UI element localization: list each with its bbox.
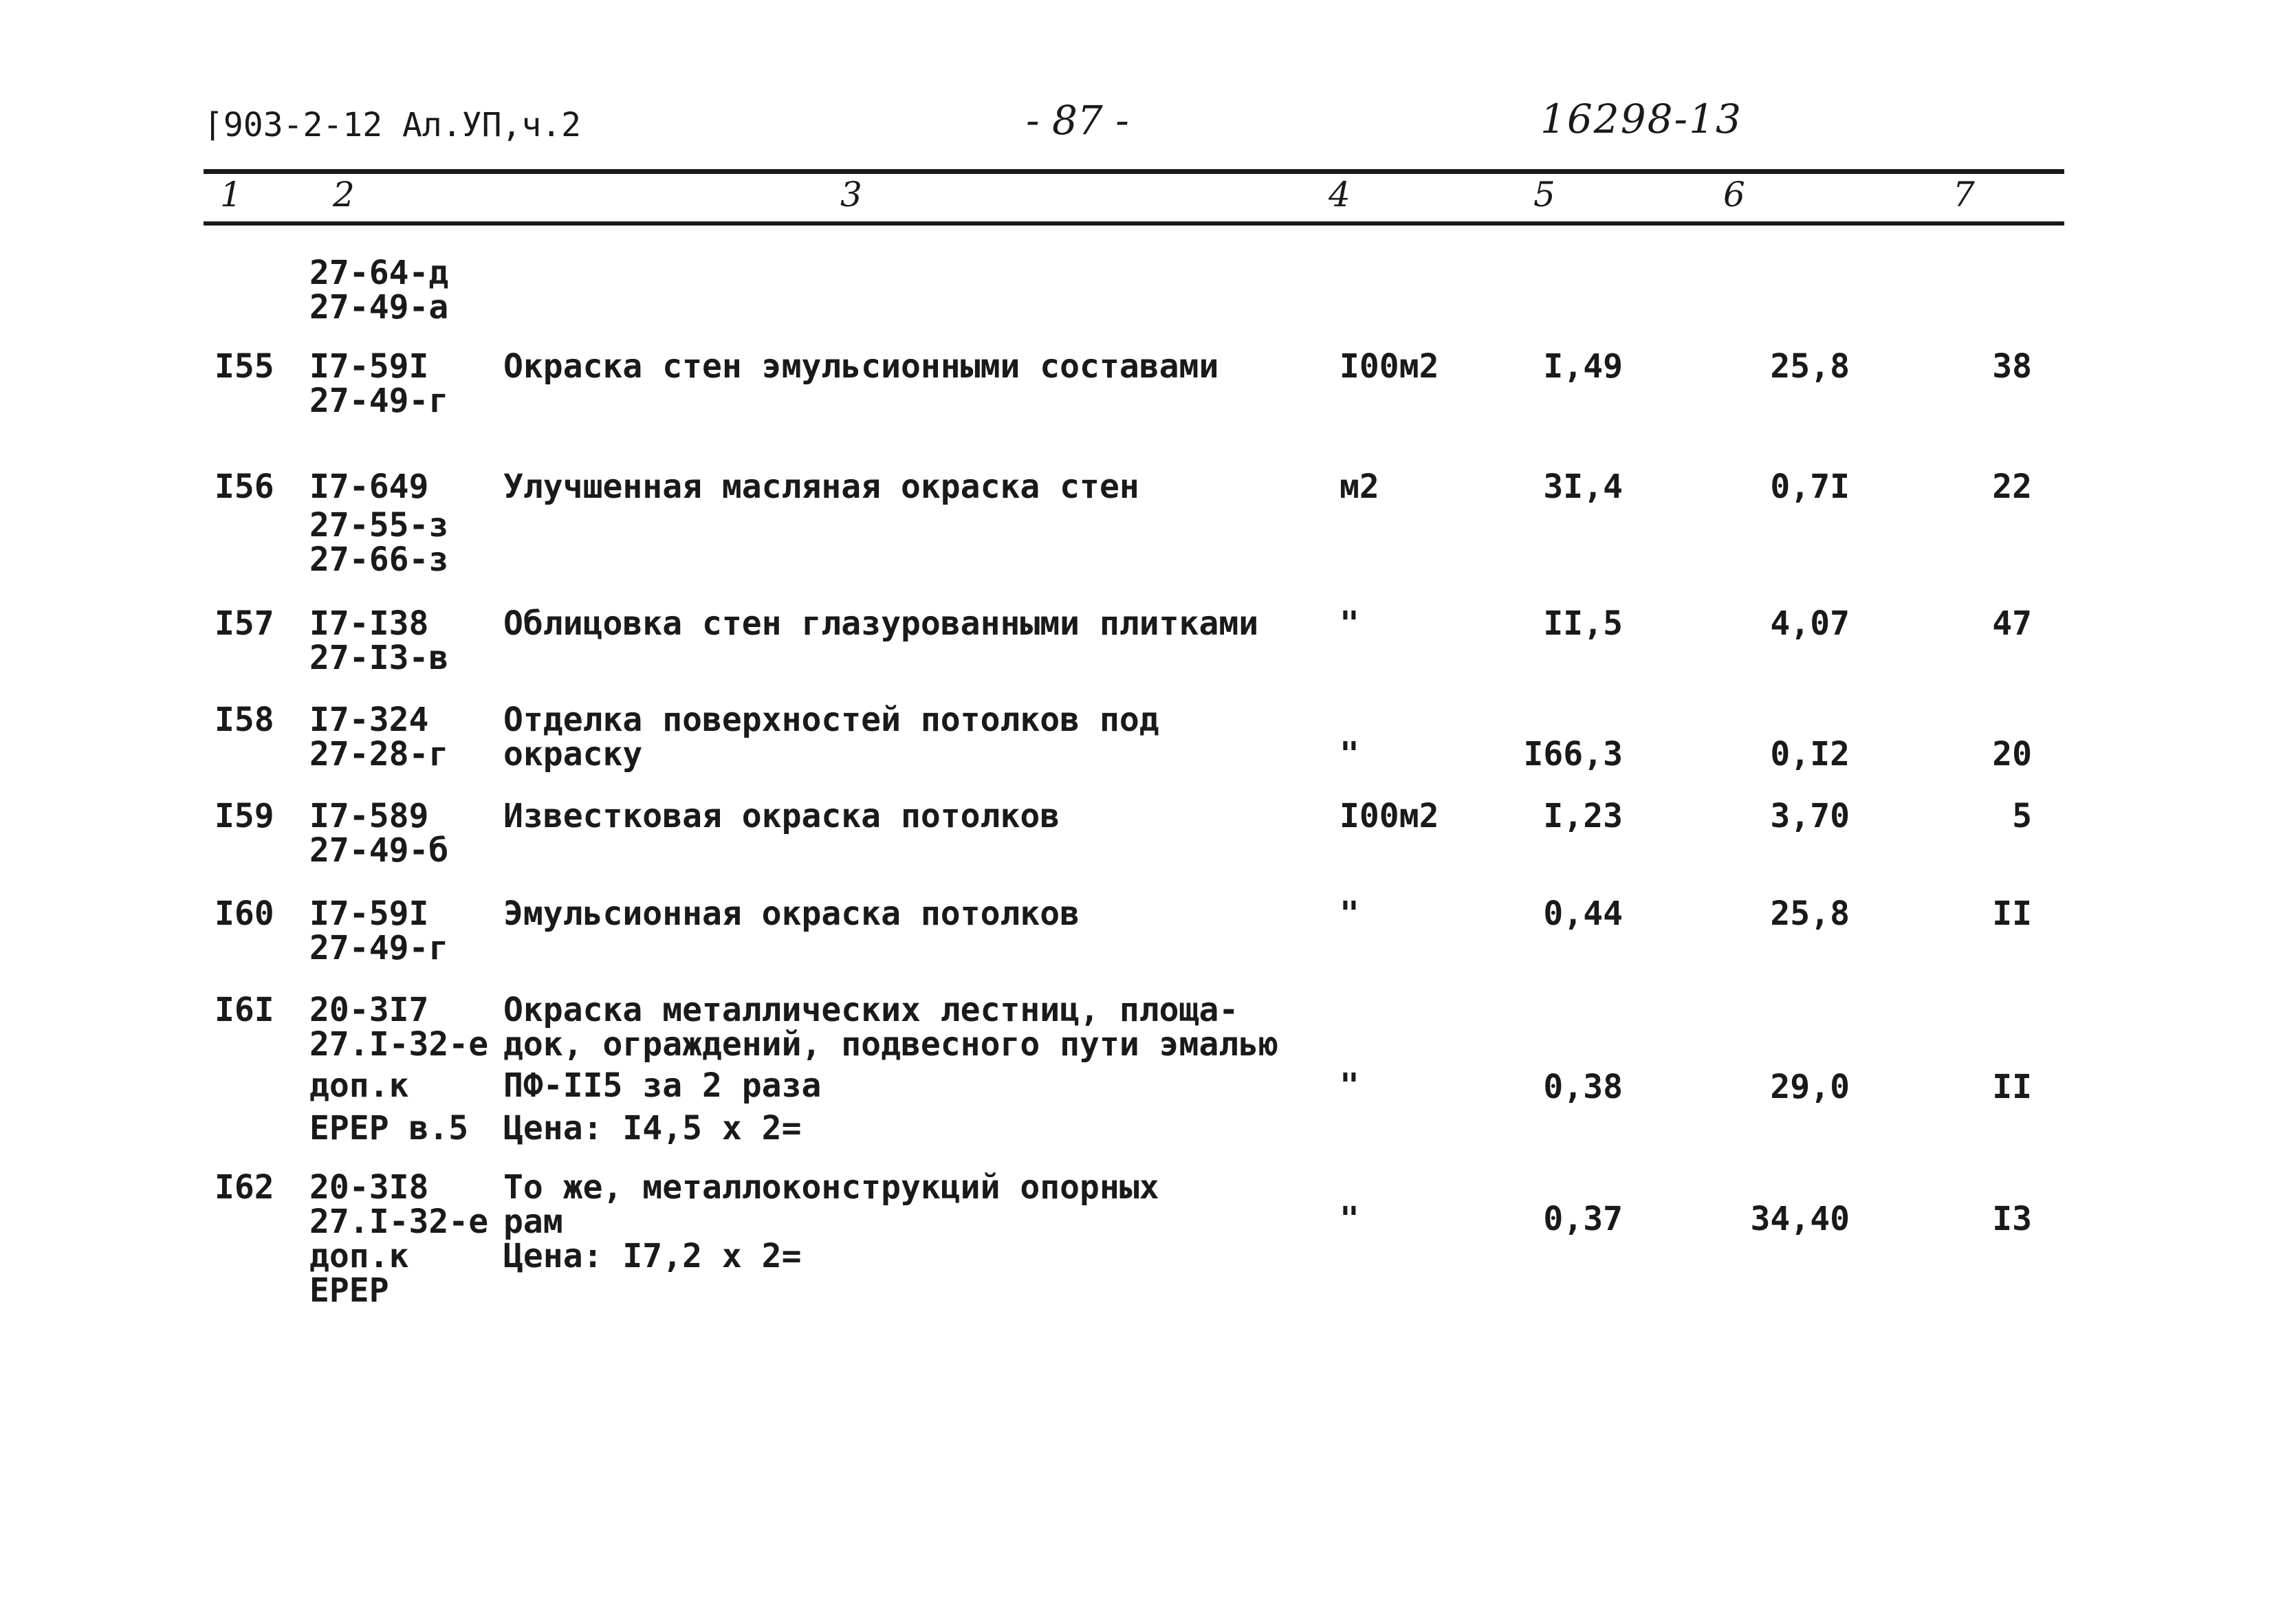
quantity-cell: 0,37 <box>1543 1200 1623 1238</box>
price-cell: 4,07 <box>1770 604 1850 643</box>
code-line: I7-324 <box>309 701 429 739</box>
code-line: 27-49-б <box>309 831 449 870</box>
total-cell: 5 <box>2012 797 2032 835</box>
quantity-cell: 0,44 <box>1543 895 1623 933</box>
code-line: I7-589 <box>309 797 429 835</box>
code-line: 20-3I8 <box>309 1168 429 1207</box>
quantity-cell: II,5 <box>1543 604 1623 643</box>
total-cell: II <box>1992 895 2032 933</box>
unit-cell: I00м2 <box>1340 347 1439 386</box>
unit-cell: " <box>1340 895 1359 933</box>
code-line: 27-I3-в <box>309 639 449 677</box>
row-number: I56 <box>215 468 274 506</box>
column-number-1: 1 <box>220 175 242 215</box>
description-cell <box>503 349 1218 384</box>
unit-cell: I00м2 <box>1340 797 1439 835</box>
description-line: рам <box>503 1203 563 1241</box>
description-line: Цена: I4,5 х 2= <box>503 1109 802 1148</box>
description-cell <box>503 606 1258 641</box>
price-cell: 25,8 <box>1770 347 1850 386</box>
code-line: 27-64-д <box>309 254 449 292</box>
description-line: док, ограждений, подвесного пути эмалью <box>503 1025 1279 1064</box>
row-number: I55 <box>215 347 274 386</box>
row-number: I57 <box>215 604 274 643</box>
price-cell: 25,8 <box>1770 895 1850 933</box>
total-cell: 22 <box>1992 468 2032 506</box>
code-line: 27-49-г <box>309 382 449 420</box>
unit-cell: " <box>1340 1200 1359 1238</box>
price-cell: 29,0 <box>1770 1068 1850 1106</box>
description-line: То же, металлоконструкций опорных <box>503 1168 1159 1207</box>
unit-cell: " <box>1340 1066 1359 1105</box>
code-cell <box>309 1170 488 1308</box>
code-line: 27.I-32-е <box>309 1203 489 1241</box>
description-line: Известковая окраска потолков <box>503 797 1060 835</box>
code-line: I7-59I <box>309 895 429 933</box>
code-line: I7-649 <box>309 468 429 506</box>
row-number: I6I <box>215 991 274 1029</box>
code-cell <box>309 606 448 675</box>
price-cell: 3,70 <box>1770 797 1850 835</box>
quantity-cell: 0,38 <box>1543 1068 1623 1106</box>
code-line: 27-55-з <box>309 506 449 545</box>
description-line: окраску <box>503 735 643 773</box>
column-number-5: 5 <box>1533 175 1555 215</box>
code-line: 20-3I7 <box>309 991 429 1029</box>
description-cell <box>503 799 1060 833</box>
code-line: I7-59I <box>309 347 429 386</box>
code-line: 27-49-а <box>309 288 449 327</box>
code-line: I7-I38 <box>309 604 429 643</box>
price-cell: 0,I2 <box>1770 735 1850 773</box>
page-number: - 87 - <box>1026 97 1129 144</box>
unit-cell: " <box>1340 735 1359 773</box>
row-number: I59 <box>215 797 274 835</box>
description-line: Окраска металлических лестниц, площа- <box>503 991 1239 1029</box>
description-line: ПФ-II5 за 2 раза <box>503 1066 822 1105</box>
column-number-4: 4 <box>1329 175 1351 215</box>
code-cell <box>309 256 448 325</box>
code-line: 27-28-г <box>309 735 449 773</box>
code-cell <box>309 799 448 868</box>
code-cell <box>309 470 448 577</box>
code-cell <box>309 897 448 965</box>
quantity-cell: I,49 <box>1543 347 1623 386</box>
total-cell: 38 <box>1992 347 2032 386</box>
code-cell <box>309 703 448 771</box>
document-code: ⌈903-2-12 Ал.УП,ч.2 <box>204 106 582 144</box>
unit-cell: " <box>1340 604 1359 643</box>
description-line: Отделка поверхностей потолков под <box>503 701 1159 739</box>
sheet-identifier: 16298-13 <box>1540 96 1742 142</box>
row-number: I58 <box>215 701 274 739</box>
column-number-7: 7 <box>1953 175 1975 215</box>
table-top-rule <box>204 169 2064 174</box>
column-number-2: 2 <box>333 175 355 215</box>
description-line: Улучшенная масляная окраска стен <box>503 468 1139 506</box>
code-line: 27-66-з <box>309 540 449 579</box>
code-cell <box>309 349 448 418</box>
description-line: Эмульсионная окраска потолков <box>503 895 1080 933</box>
table-header-rule <box>204 221 2064 226</box>
description-cell <box>503 703 1159 771</box>
description-cell <box>503 991 1279 1148</box>
code-line: 27.I-32-е <box>309 1025 489 1064</box>
description-line: Окраска стен эмульсионными составами <box>503 347 1219 386</box>
code-line: ЕРЕР в.5 <box>309 1109 469 1148</box>
total-cell: 47 <box>1992 604 2032 643</box>
column-number-3: 3 <box>840 175 862 215</box>
quantity-cell: I66,3 <box>1523 735 1623 773</box>
price-cell: 0,7I <box>1770 468 1850 506</box>
unit-cell: м2 <box>1340 468 1379 506</box>
quantity-cell: I,23 <box>1543 797 1623 835</box>
code-line: 27-49-г <box>309 929 449 967</box>
total-cell: II <box>1992 1068 2032 1106</box>
code-line: ЕРЕР <box>309 1271 389 1310</box>
description-line: Облицовка стен глазурованными плитками <box>503 604 1259 643</box>
code-cell <box>309 991 489 1148</box>
total-cell: 20 <box>1992 735 2032 773</box>
code-line: доп.к <box>309 1066 409 1105</box>
code-line: доп.к <box>309 1237 409 1275</box>
description-cell <box>503 470 1139 504</box>
description-cell <box>503 897 1080 931</box>
description-line: Цена: I7,2 х 2= <box>503 1237 802 1275</box>
description-cell <box>503 1170 1159 1273</box>
row-number: I62 <box>215 1168 274 1207</box>
row-number: I60 <box>215 895 274 933</box>
price-cell: 34,40 <box>1750 1200 1850 1238</box>
quantity-cell: 3I,4 <box>1543 468 1623 506</box>
column-number-6: 6 <box>1723 175 1745 215</box>
total-cell: I3 <box>1992 1200 2032 1238</box>
